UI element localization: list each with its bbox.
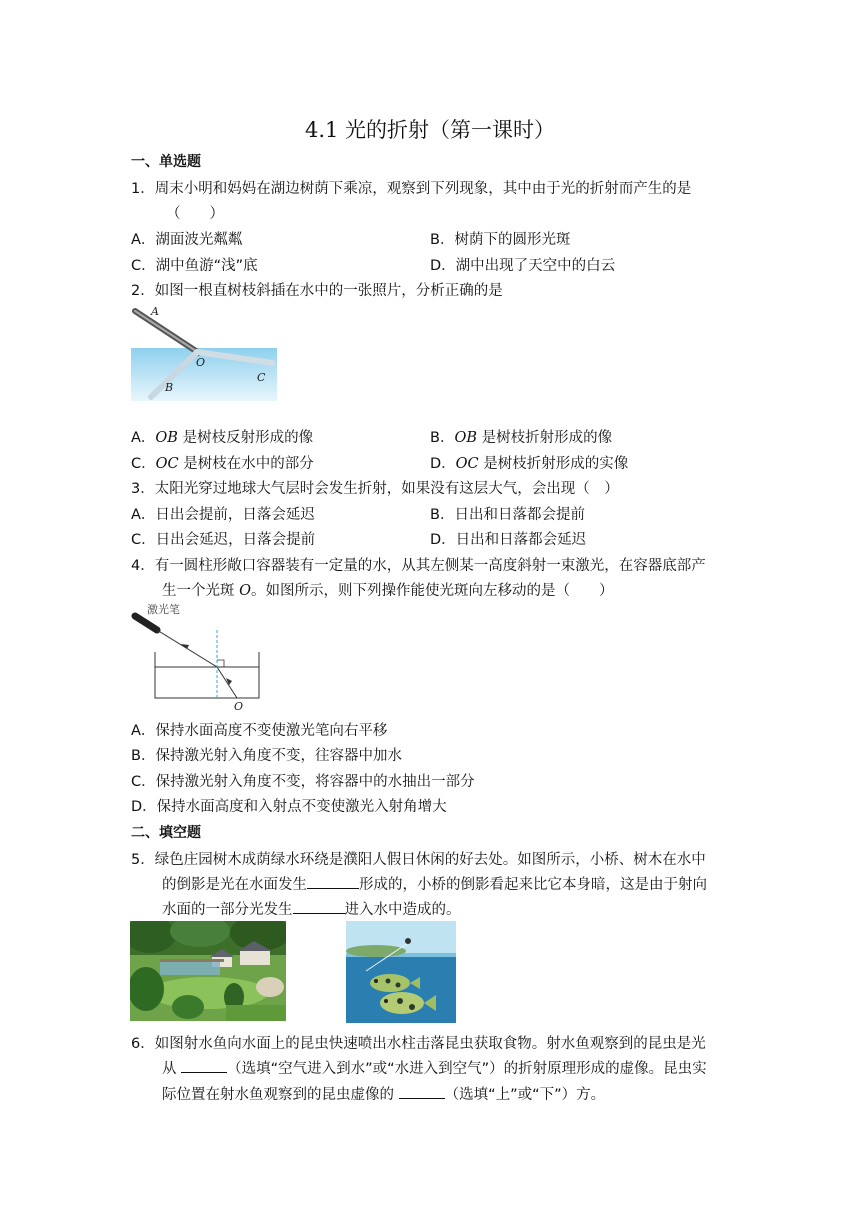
label-a: A [151,305,159,318]
q4-option-b[interactable]: B．保持激光射入角度不变，往容器中加水 [131,748,402,764]
q3-option-c[interactable]: C．日出会延迟，日落会提前 [131,532,316,548]
q6-line2: 从 （选填“空气进入到水”或“水进入到空气”）的折射原理形成的虚像。昆虫实 [162,1057,707,1078]
archer-fish-photo [346,921,456,1023]
q2-branch-figure [131,305,277,401]
q1-option-d[interactable]: D．湖中出现了天空中的白云 [430,258,616,274]
q1-option-b[interactable]: B．树荫下的圆形光斑 [430,232,571,248]
q3-option-d[interactable]: D．日出和日落都会延迟 [430,532,587,548]
laser-beam [157,630,237,698]
q5-line3: 水面的一部分光发生 进入水中造成的。 [162,898,461,919]
q4-stem-line2: 生一个光斑 O。如图所示，则下列操作能使光斑向左移动的是（ ） [162,583,614,599]
q1-option-c[interactable]: C．湖中鱼游“浅”底 [131,258,258,274]
q2-option-d[interactable]: D．OC 是树枝折射形成的实像 [430,456,629,472]
label-b: B [165,381,174,394]
q3-option-a[interactable]: A．日出会提前，日落会延迟 [131,507,315,523]
q1-stem: 1．周末小明和妈妈在湖边树荫下乘凉，观察到下列现象，其中由于光的折射而产生的是 [131,181,692,197]
q5-blank-2[interactable] [293,899,345,914]
garden-photo [130,921,286,1021]
q1-option-a[interactable]: A．湖面波光粼粼 [131,232,243,248]
q2-option-b[interactable]: B．OB 是树枝折射形成的像 [430,430,613,446]
right-angle-mark [217,660,224,667]
spot-o-label: O [234,700,244,712]
section-heading-fill-blank: 二、填空题 [131,825,201,841]
q5-line2: 的倒影是光在水面发生 形成的，小桥的倒影看起来比它本身暗，这是由于射向 [162,873,707,894]
laser-pen-label: 激光笔 [147,603,180,616]
q5-line1: 5．绿色庄园树木成荫绿水环绕是濮阳人假日休闲的好去处。如图所示，小桥、树木在水中 [131,852,706,868]
q2-option-a[interactable]: A．OB 是树枝反射形成的像 [131,430,314,446]
laser-pen [135,616,157,630]
container [155,652,259,698]
q3-option-b[interactable]: B．日出和日落都会提前 [430,507,585,523]
q6-blank-2[interactable] [399,1084,445,1099]
q2-option-c[interactable]: C．OC 是树枝在水中的部分 [131,456,314,472]
q6-line3: 际位置在射水鱼观察到的昆虫虚像的 （选填“上”或“下”）方。 [162,1083,605,1104]
q4-option-c[interactable]: C．保持激光射入角度不变，将容器中的水抽出一部分 [131,774,475,790]
section-heading-single-choice: 一、单选题 [131,154,201,170]
q4-laser-figure [131,600,271,712]
q4-option-a[interactable]: A．保持水面高度不变使激光笔向右平移 [131,723,388,739]
q5-blank-1[interactable] [307,874,359,889]
q4-option-d[interactable]: D．保持水面高度和入射点不变使激光入射角增大 [131,799,447,815]
q6-line1: 6．如图射水鱼向水面上的昆虫快速喷出水柱击落昆虫获取食物。射水鱼观察到的昆虫是光 [131,1036,706,1052]
q3-stem: 3．太阳光穿过地球大气层时会发生折射，如果没有这层大气，会出现（ ） [131,481,619,497]
q2-stem: 2．如图一根直树枝斜插在水中的一张照片，分析正确的是 [131,283,503,299]
q6-blank-1[interactable] [181,1058,227,1073]
q1-answer-paren: （ ） [166,206,224,222]
label-c: C [257,371,266,384]
page-title: 4.1 光的折射（第一课时） [304,118,556,142]
label-o: O [196,356,206,369]
q4-stem-line1: 4．有一圆柱形敞口容器装有一定量的水，从其左侧某一高度斜射一束激光，在容器底部产 [131,558,706,574]
